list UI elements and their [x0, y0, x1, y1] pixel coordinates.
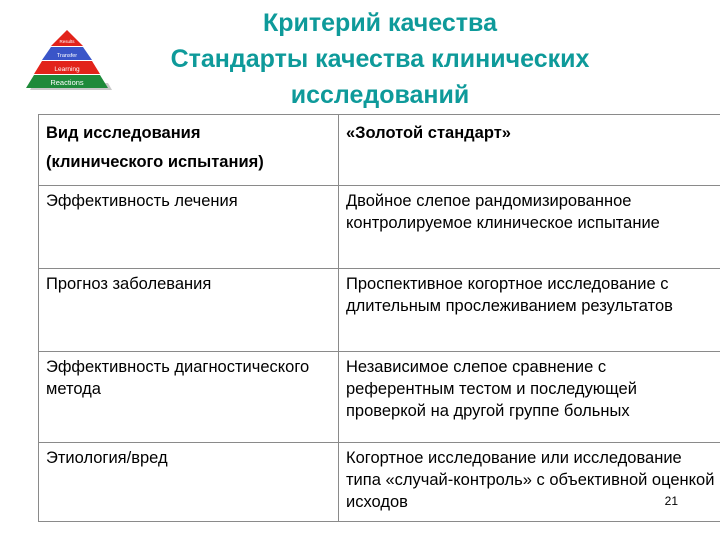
table-row [39, 352, 720, 443]
pyramid-label-learning: Learning [54, 66, 80, 73]
row-study-type: Эффективность лечения [39, 186, 339, 269]
slide-title-line-3: исследований [290, 81, 470, 109]
table-row [39, 186, 720, 269]
slide-title [100, 5, 660, 113]
quality-standards-table [38, 114, 720, 522]
row-study-type: Этиология/вред [39, 443, 339, 522]
slide-title-line-1: Критерий качества [263, 9, 497, 37]
table-row [39, 269, 720, 352]
row-gold-standard: Независимое слепое сравнение с референтным тестом и последующей проверкой на другой группе больных [339, 352, 720, 443]
pyramid-label-transfer: Transfer [56, 53, 78, 59]
row-study-type: Прогноз заболевания [39, 269, 339, 352]
row-gold-standard: Двойное слепое рандомизированное контролируемое клиническое испытание [339, 186, 720, 269]
row-gold-standard: Проспективное когортное исследование с длительным прослеживанием результатов [339, 269, 720, 352]
table-row [39, 443, 720, 522]
pyramid-label-results: Results [59, 39, 75, 44]
header-study-type-line-2: (клинического испытания) [46, 153, 264, 171]
header-study-type-line-1: Вид исследования [46, 124, 201, 142]
header-study-type [39, 115, 339, 186]
row-gold-standard: Когортное исследование или исследование типа «случай-контроль» с объективной оценкой исходов [339, 443, 720, 522]
page-number: 21 [664, 494, 678, 508]
header-gold-standard: «Золотой стандарт» [339, 115, 720, 186]
slide-title-line-2: Стандарты качества клинических [170, 45, 590, 73]
row-study-type: Эффективность диагностического метода [39, 352, 339, 443]
table-header-row [39, 115, 720, 186]
pyramid-label-reactions: Reactions [50, 78, 84, 87]
